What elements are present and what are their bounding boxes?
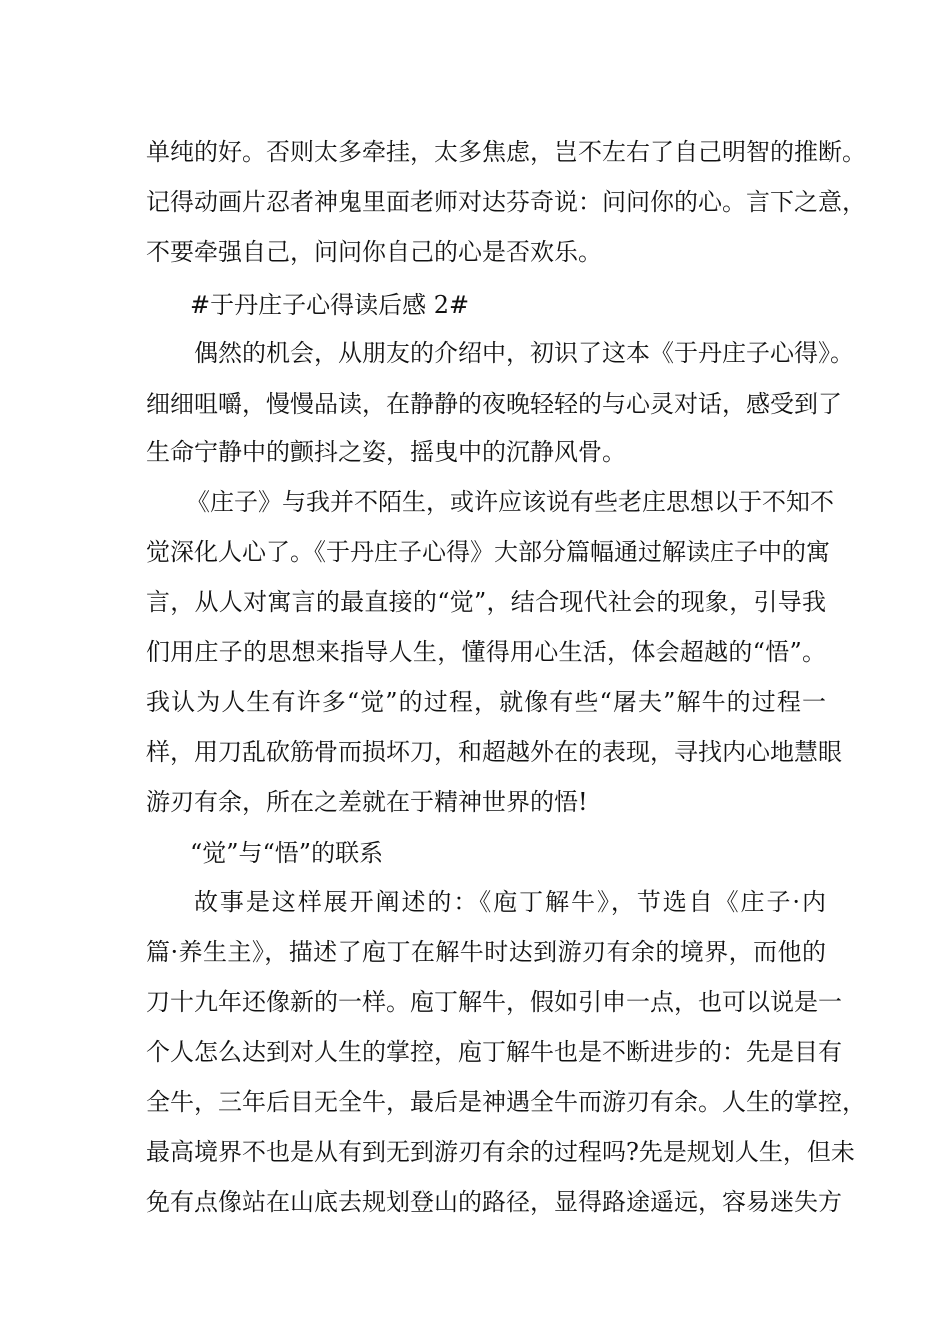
section-heading: “觉”与“悟”的联系 <box>190 839 384 867</box>
text-line: 偶然的机会，从朋友的介绍中，初识了这本《于丹庄子心得》。 <box>194 339 854 367</box>
text-line: 免有点像站在山底去规划登山的路径，显得路途遥远，容易迷失方 <box>146 1188 842 1216</box>
text-line: 篇·养生主》，描述了庖丁在解牛时达到游刃有余的境界，而他的 <box>146 938 826 966</box>
text-line: 最高境界不也是从有到无到游刃有余的过程吗?先是规划人生，但未 <box>146 1138 855 1166</box>
text-line: 生命宁静中的颤抖之姿，摇曳中的沉静风骨。 <box>146 438 626 466</box>
text-line: 们用庄子的思想来指导人生，懂得用心生活，体会超越的“悟”。 <box>146 638 826 666</box>
text-line: 言，从人对寓言的最直接的“觉”，结合现代社会的现象，引导我 <box>146 588 826 616</box>
text-line: 《庄子》与我并不陌生，或许应该说有些老庄思想以于不知不 <box>186 488 834 516</box>
text-line: 个人怎么达到对人生的掌控，庖丁解牛也是不断进步的：先是目有 <box>146 1038 842 1066</box>
text-line: 不要牵强自己，问问你自己的心是否欢乐。 <box>146 238 602 266</box>
text-line: 记得动画片忍者神鬼里面老师对达芬奇说：问问你的心。言下之意， <box>146 188 866 216</box>
text-line: 故事是这样展开阐述的：《庖丁解牛》，节选自《庄子·内 <box>194 888 826 916</box>
text-line: 单纯的好。否则太多牵挂，太多焦虑，岂不左右了自己明智的推断。 <box>146 138 866 166</box>
text-line: 刀十九年还像新的一样。庖丁解牛，假如引申一点，也可以说是一 <box>146 988 842 1016</box>
text-line: 我认为人生有许多“觉”的过程，就像有些“屠夫”解牛的过程一 <box>146 688 826 716</box>
text-line: 样，用刀乱砍筋骨而损坏刀，和超越外在的表现，寻找内心地慧眼 <box>146 738 842 766</box>
text-line: 游刃有余，所在之差就在于精神世界的悟! <box>146 788 588 816</box>
text-line: 细细咀嚼，慢慢品读，在静静的夜晚轻轻的与心灵对话，感受到了 <box>146 390 842 418</box>
text-line: 觉深化人心了。《于丹庄子心得》大部分篇幅通过解读庄子中的寓 <box>146 538 830 566</box>
section-heading: #于丹庄子心得读后感 2# <box>190 291 470 319</box>
text-line: 全牛，三年后目无全牛，最后是神遇全牛而游刃有余。人生的掌控， <box>146 1088 866 1116</box>
